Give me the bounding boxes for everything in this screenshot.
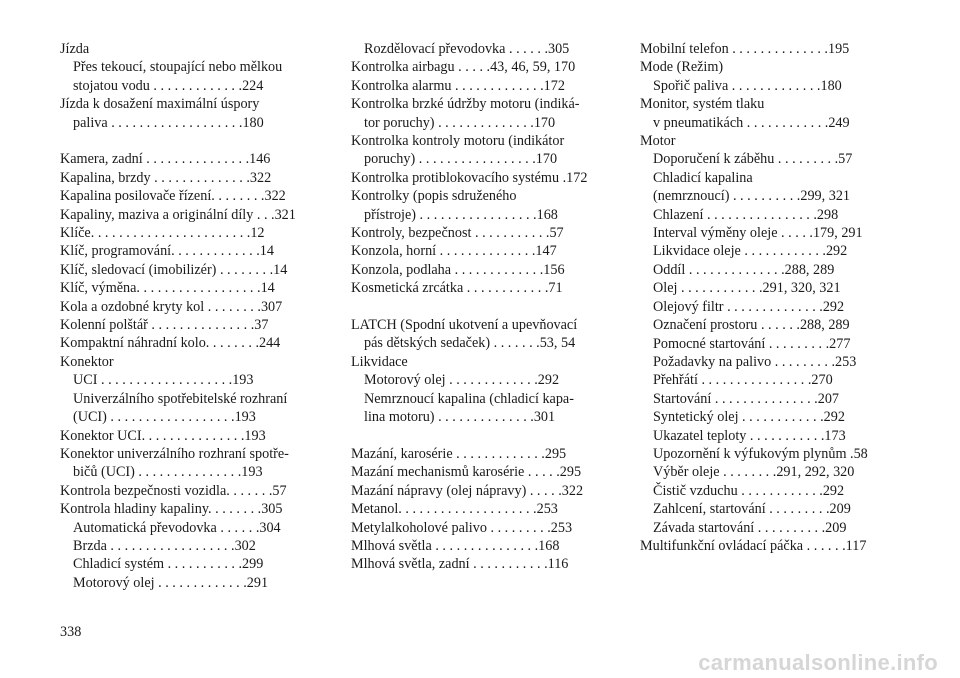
index-entry: Kontrolka protiblokovacího systému .172 xyxy=(351,169,588,186)
index-entry: Klíč, výměna. . . . . . . . . . . . . . . . . .14 xyxy=(60,280,275,297)
index-entry: Kolenní polštář . . . . . . . . . . . . . . .37 xyxy=(60,317,269,334)
index-subentry: UCI . . . . . . . . . . . . . . . . . . .193 xyxy=(73,372,254,389)
index-column-3 xyxy=(640,40,894,555)
index-entry: Jízda k dosažení maximální úspory xyxy=(60,96,260,113)
index-entry: Kontrolka brzké údržby motoru (indiká- xyxy=(351,96,580,113)
index-subentry: paliva . . . . . . . . . . . . . . . . . . .180 xyxy=(73,114,264,131)
index-entry: Kosmetická zrcátka . . . . . . . . . . . .71 xyxy=(351,280,563,297)
index-subentry: Startování . . . . . . . . . . . . . . .207 xyxy=(653,390,840,407)
index-entry: Kapalina, brzdy . . . . . . . . . . . . . .322 xyxy=(60,169,272,186)
index-entry: Kapalina posilovače řízení. . . . . . . .322 xyxy=(60,188,286,205)
index-subentry: Likvidace oleje . . . . . . . . . . . .292 xyxy=(653,243,848,260)
index-entry: Klíče. . . . . . . . . . . . . . . . . . . . . . .12 xyxy=(60,225,265,242)
index-subentry: Čistič vzduchu . . . . . . . . . . . .292 xyxy=(653,482,845,499)
index-subentry: Motorový olej . . . . . . . . . . . . .292 xyxy=(364,372,560,389)
index-entry: Kontrola bezpečnosti vozidla. . . . . . .57 xyxy=(60,482,287,499)
index-subentry: Chlazení . . . . . . . . . . . . . . . .298 xyxy=(653,206,839,223)
index-subentry: Upozornění k výfukovým plynům .58 xyxy=(653,445,868,462)
index-entry: Motor xyxy=(640,133,676,150)
index-entry: Kamera, zadní . . . . . . . . . . . . . . .146 xyxy=(60,151,271,168)
index-entry: Konzola, horní . . . . . . . . . . . . . .147 xyxy=(351,243,557,260)
index-subentry: Chladicí kapalina xyxy=(653,169,753,186)
index-entry: Kompaktní náhradní kolo. . . . . . . .244 xyxy=(60,335,281,352)
index-entry: Konektor UCI. . . . . . . . . . . . . . .193 xyxy=(60,427,266,444)
index-subentry: stojatou vodu . . . . . . . . . . . . .224 xyxy=(73,77,264,94)
index-column-1 xyxy=(60,40,314,592)
index-subentry: Olej . . . . . . . . . . . .291, 320, 321 xyxy=(653,280,841,297)
index-subentry: Závada startování . . . . . . . . . .209 xyxy=(653,519,847,536)
index-entry: Kontrolka kontroly motoru (indikátor xyxy=(351,133,565,150)
index-entry: Multifunkční ovládací páčka . . . . . .117 xyxy=(640,537,867,554)
index-subentry: Zahlcení, startování . . . . . . . . .209 xyxy=(653,501,851,518)
index-entry: Jízda xyxy=(60,41,90,57)
index-subentry: poruchy) . . . . . . . . . . . . . . . . .170 xyxy=(364,151,558,168)
index-subentry: Oddíl . . . . . . . . . . . . . .288, 289 xyxy=(653,261,835,278)
index-entry: Konektor univerzálního rozhraní spotře- xyxy=(60,445,289,462)
index-subentry: Interval výměny oleje . . . . .179, 291 xyxy=(653,225,863,242)
index-subentry: Nemrznoucí kapalina (chladicí kapa- xyxy=(364,390,574,407)
index-subentry: Výběr oleje . . . . . . . .291, 292, 320 xyxy=(653,464,855,481)
index-entry: Kontrolka airbagu . . . . .43, 46, 59, 170 xyxy=(351,59,576,76)
index-subentry: Přehřátí . . . . . . . . . . . . . . . .270 xyxy=(653,372,833,389)
page-number: 338 xyxy=(60,624,82,640)
watermark: carmanualsonline.info xyxy=(698,650,938,675)
index-subentry: Motorový olej . . . . . . . . . . . . .291 xyxy=(73,574,269,591)
index-subentry: Označení prostoru . . . . . .288, 289 xyxy=(653,317,850,334)
index-column-2 xyxy=(351,40,605,574)
index-entry: Konzola, podlaha . . . . . . . . . . . . .156 xyxy=(351,261,565,278)
index-entry: Kontrola hladiny kapaliny. . . . . . . .305 xyxy=(60,501,283,518)
index-subentry: Univerzálního spotřebitelské rozhraní xyxy=(73,390,288,407)
index-subentry: Pomocné startování . . . . . . . . .277 xyxy=(653,335,851,352)
index-subentry: přístroje) . . . . . . . . . . . . . . . . .168 xyxy=(364,206,558,223)
index-subentry: Olejový filtr . . . . . . . . . . . . . .292 xyxy=(653,298,845,315)
index-entry: Klíč, programování. . . . . . . . . . . . .14 xyxy=(60,243,274,260)
index-subentry: Brzda . . . . . . . . . . . . . . . . . .302 xyxy=(73,537,256,554)
index-subentry: (nemrznoucí) . . . . . . . . . .299, 321 xyxy=(653,188,851,205)
index-subentry: Automatická převodovka . . . . . .304 xyxy=(73,519,281,536)
index-subentry: tor poruchy) . . . . . . . . . . . . . .170 xyxy=(364,114,556,131)
index-entry: Metanol. . . . . . . . . . . . . . . . . . . .253 xyxy=(351,501,558,518)
index-entry: Kontrolka alarmu . . . . . . . . . . . . .172 xyxy=(351,77,565,94)
index-entry: Monitor, systém tlaku xyxy=(640,96,765,113)
index-entry: Mazání, karosérie . . . . . . . . . . . . .295 xyxy=(351,445,567,462)
index-subentry: Rozdělovací převodovka . . . . . .305 xyxy=(364,41,570,57)
index-entry: Klíč, sledovací (imobilizér) . . . . . . . .14 xyxy=(60,261,288,278)
index-entry: Mlhová světla . . . . . . . . . . . . . . .168 xyxy=(351,537,560,554)
index-entry: Mobilní telefon . . . . . . . . . . . . . .195 xyxy=(640,41,850,57)
index-subentry: Doporučení k záběhu . . . . . . . . .57 xyxy=(653,151,853,168)
index-subentry: Požadavky na palivo . . . . . . . . .253 xyxy=(653,353,857,370)
index-subentry: bičů (UCI) . . . . . . . . . . . . . . .193 xyxy=(73,464,263,481)
index-subentry: pás dětských sedaček) . . . . . . .53, 54 xyxy=(364,335,576,352)
index-entry: LATCH (Spodní ukotvení a upevňovací xyxy=(351,317,578,334)
index-entry: Kola a ozdobné kryty kol . . . . . . . .307 xyxy=(60,298,283,315)
index-subentry: Spořič paliva . . . . . . . . . . . . .180 xyxy=(653,77,842,94)
index-subentry: Syntetický olej . . . . . . . . . . . .292 xyxy=(653,409,845,426)
index-entry: Metylalkoholové palivo . . . . . . . . .253 xyxy=(351,519,573,536)
index-entry: Konektor xyxy=(60,353,114,370)
index-entry: Kontroly, bezpečnost . . . . . . . . . . .57 xyxy=(351,225,564,242)
index-entry: Mode (Režim) xyxy=(640,59,724,76)
index-entry: Kapaliny, maziva a originální díly . . .321 xyxy=(60,206,296,223)
index-subentry: Chladicí systém . . . . . . . . . . .299 xyxy=(73,556,264,573)
index-subentry: Přes tekoucí, stoupající nebo mělkou xyxy=(73,59,283,76)
index-subentry: Ukazatel teploty . . . . . . . . . . .173 xyxy=(653,427,846,444)
index-subentry: v pneumatikách . . . . . . . . . . . .249 xyxy=(653,114,850,131)
index-entry: Mlhová světla, zadní . . . . . . . . . . .116 xyxy=(351,556,569,573)
index-subentry: (UCI) . . . . . . . . . . . . . . . . . .193 xyxy=(73,409,256,426)
index-entry: Mazání nápravy (olej nápravy) . . . . .322 xyxy=(351,482,584,499)
index-entry: Kontrolky (popis sdruženého xyxy=(351,188,517,205)
index-entry: Likvidace xyxy=(351,353,408,370)
index-subentry: lina motoru) . . . . . . . . . . . . . .301 xyxy=(364,409,556,426)
index-entry: Mazání mechanismů karosérie . . . . .295 xyxy=(351,464,582,481)
